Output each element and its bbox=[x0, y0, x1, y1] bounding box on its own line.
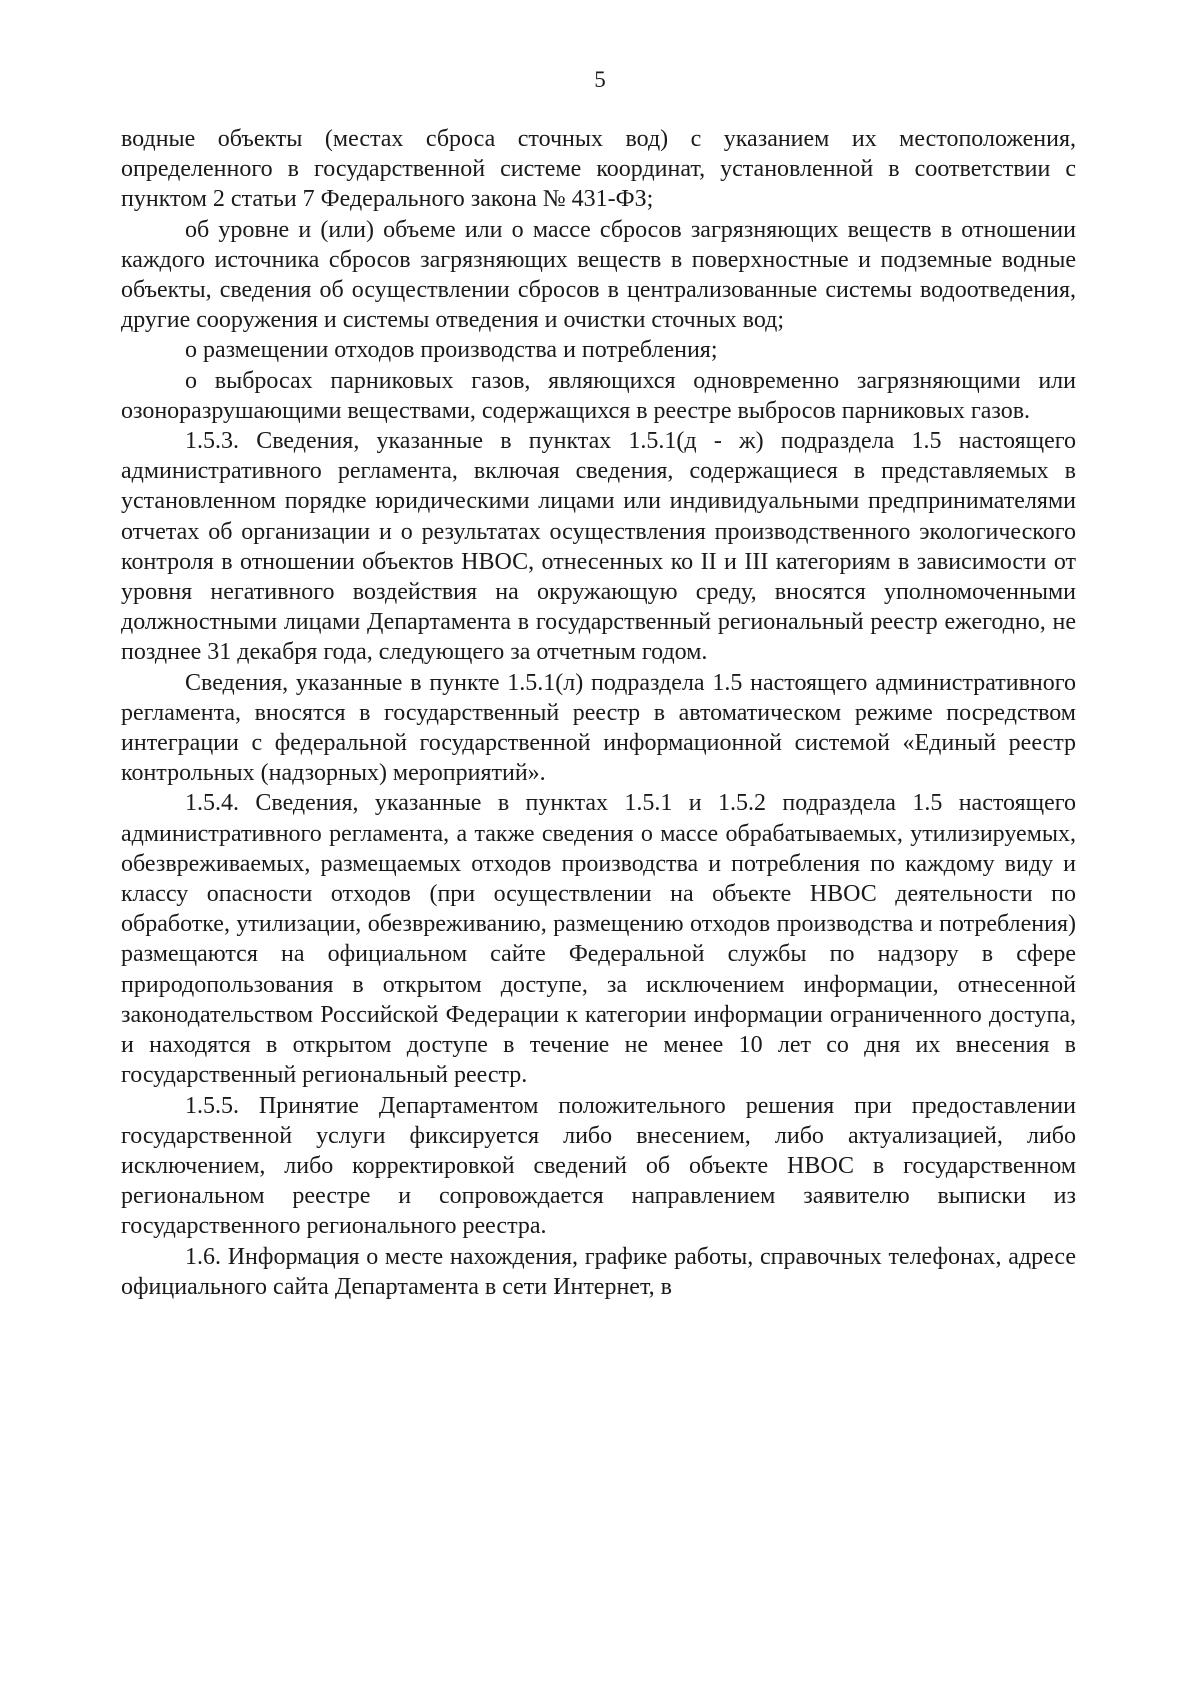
paragraph-greenhouse-gases: о выбросах парниковых газов, являющихся одновременно загрязняющими или озоноразрушающими веществами, содержащихся в реестре выбросов парниковых газов. bbox=[121, 367, 1076, 424]
paragraph-1-5-3: 1.5.3. Сведения, указанные в пунктах 1.5.1(д - ж) подраздела 1.5 настоящего административного регламента, включая сведения, содержащиеся в представляемых в установленном порядке юридическими лицами или индивидуальными предпринимателями отчетах об организации и о результатах осуществления производственного экологического контроля в отношении объектов НВОС, отнесенных ко II и III категориям в зависимости от уровня негативного воздействия на окружающую среду, вносятся уполномоченными должностными лицами Департамента в государственный региональный реестр ежегодно, не позднее 31 декабря года, следующего за отчетным годом. bbox=[121, 428, 1076, 666]
paragraph-1-5-5: 1.5.5. Принятие Департаментом положительного решения при предоставлении государственной услуги фиксируется либо внесением, либо актуализацией, либо исключением, либо корректировкой сведений об объекте НВОС в государственном региональном реестре и сопровождается направлением заявителю выписки из государственного регионального реестра. bbox=[121, 1092, 1076, 1240]
paragraph-1-6: 1.6. Информация о месте нахождения, графике работы, справочных телефонах, адресе официального сайта Департамента в сети Интернет, в bbox=[121, 1243, 1076, 1300]
paragraph-discharges: об уровне и (или) объеме или о массе сбросов загрязняющих веществ в отношении каждого источника сбросов загрязняющих веществ в поверхностные и подземные водные объекты, сведения об осуществлении сбросов в централизованные системы водоотведения, другие сооружения и системы отведения и очистки сточных вод; bbox=[121, 216, 1076, 334]
paragraph-1-5-1-l: Сведения, указанные в пункте 1.5.1(л) подраздела 1.5 настоящего административного регламента, вносятся в государственный реестр в автоматическом режиме посредством интеграции с федеральной государственной информационной системой «Единый реестр контрольных (надзорных) мероприятий». bbox=[121, 669, 1076, 787]
paragraph-1-5-4: 1.5.4. Сведения, указанные в пунктах 1.5.1 и 1.5.2 подраздела 1.5 настоящего административного регламента, а также сведения о массе обрабатываемых, утилизируемых, обезвреживаемых, размещаемых отходов производства и потребления по каждому виду и классу опасности отходов (при осуществлении на объекте НВОС деятельности по обработке, утилизации, обезвреживанию, размещению отходов производства и потребления) размещаются на официальном сайте Федеральной службы по надзору в сфере природопользования в открытом доступе, за исключением информации, отнесенной законодательством Российской Федерации к категории информации ограниченного доступа, и находятся в открытом доступе в течение не менее 10 лет со дня их внесения в государственный региональный реестр. bbox=[121, 790, 1076, 1089]
paragraph-waste-placement: о размещении отходов производства и потребления; bbox=[185, 337, 718, 364]
paragraph-continuation: водные объекты (местах сброса сточных вод) с указанием их местоположения, определенного в государственной системе координат, установленной в соответствии с пунктом 2 статьи 7 Федерального закона № 431-ФЗ; bbox=[121, 126, 1076, 213]
page-number: 5 bbox=[594, 67, 606, 92]
document-body bbox=[121, 124, 1076, 1302]
